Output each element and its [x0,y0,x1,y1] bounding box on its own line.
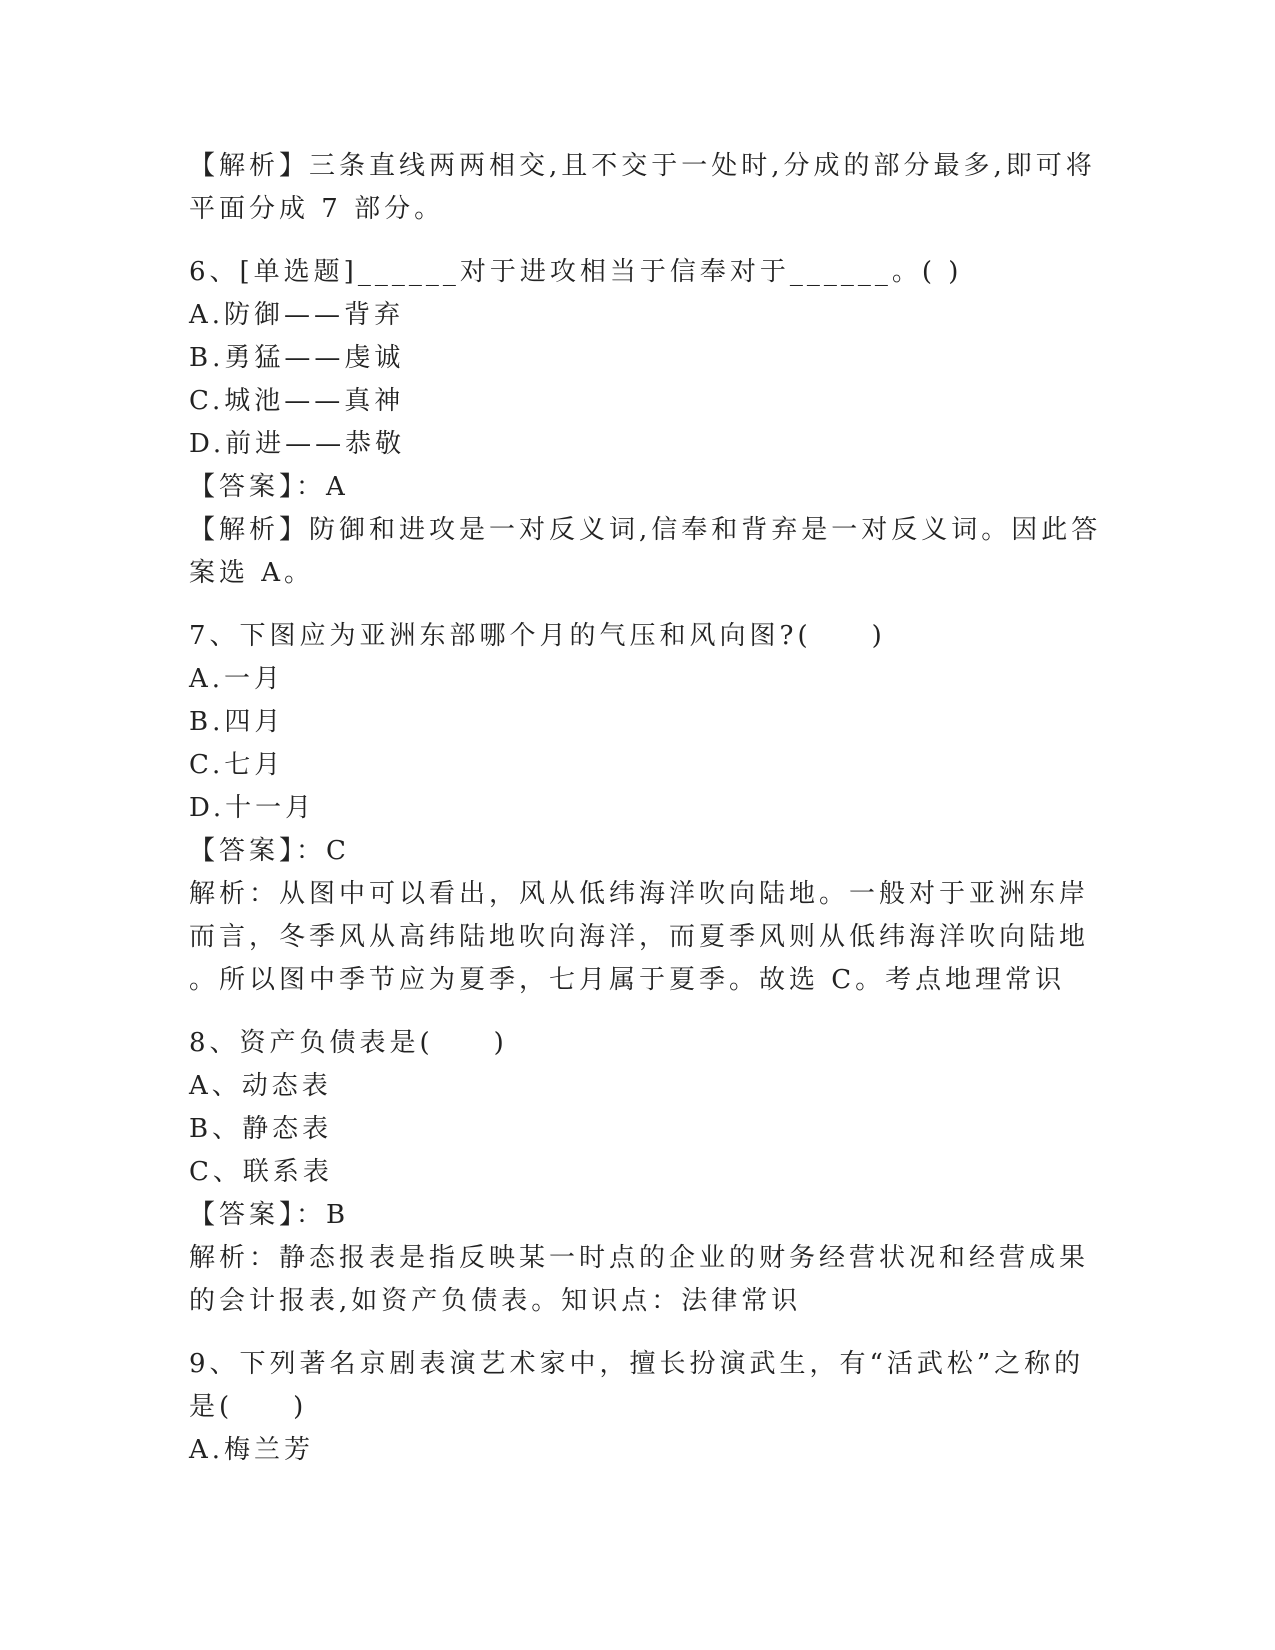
option-b: B.勇猛——虔诚 [189,343,405,373]
answer-line: 【答案】：A [189,472,349,502]
analysis-text: 【解析】防御和进攻是一对反义词,信奉和背弃是一对反义词。因此答 [189,515,1102,545]
question-stem: 9、下列著名京剧表演艺术家中，擅长扮演武生，有“活武松”之称的 [189,1349,1085,1379]
question-9 [189,1343,1089,1472]
option-d: D.前进——恭敬 [189,429,406,459]
analysis-text: 平面分成 7 部分。 [189,194,445,224]
option-c: C.七月 [189,750,285,780]
option-a: A.防御——背弃 [189,300,405,330]
option-d: D.十一月 [189,793,316,823]
document-page [189,145,1102,1472]
option-a: A、动态表 [189,1071,332,1101]
question-stem: 是( ) [189,1392,308,1422]
option-c: C、联系表 [189,1157,333,1187]
option-b: B.四月 [189,707,285,737]
option-c: C.城池——真神 [189,386,405,416]
analysis-text: 的会计报表,如资产负债表。知识点：法律常识 [189,1286,802,1316]
question-stem: 6、[单选题]______对于进攻相当于信奉对于______。( ) [189,257,963,287]
analysis-text: 。所以图中季节应为夏季，七月属于夏季。故选 C。考点地理常识 [189,965,1066,995]
answer-line: 【答案】：C [189,836,350,866]
answer-line: 【答案】：B [189,1200,350,1230]
question-stem: 8、资产负债表是( ) [189,1028,508,1058]
question-8 [189,1022,1089,1323]
option-a: A.一月 [189,664,285,694]
analysis-text: 而言，冬季风从高纬陆地吹向海洋，而夏季风则从低纬海洋吹向陆地 [189,922,1090,952]
analysis-text: 【解析】三条直线两两相交,且不交于一处时,分成的部分最多,即可将 [189,151,1096,181]
question-7 [189,615,1089,1002]
option-b: B、静态表 [189,1114,333,1144]
analysis-text: 解析：从图中可以看出，风从低纬海洋吹向陆地。一般对于亚洲东岸 [189,879,1090,909]
option-a: A.梅兰芳 [189,1435,315,1465]
analysis-text: 解析：静态报表是指反映某一时点的企业的财务经营状况和经营成果 [189,1243,1090,1273]
question-5-analysis [189,145,1096,231]
question-6 [189,251,1102,595]
question-stem: 7、下图应为亚洲东部哪个月的气压和风向图?( ) [189,621,886,651]
analysis-text: 案选 A。 [189,558,315,588]
